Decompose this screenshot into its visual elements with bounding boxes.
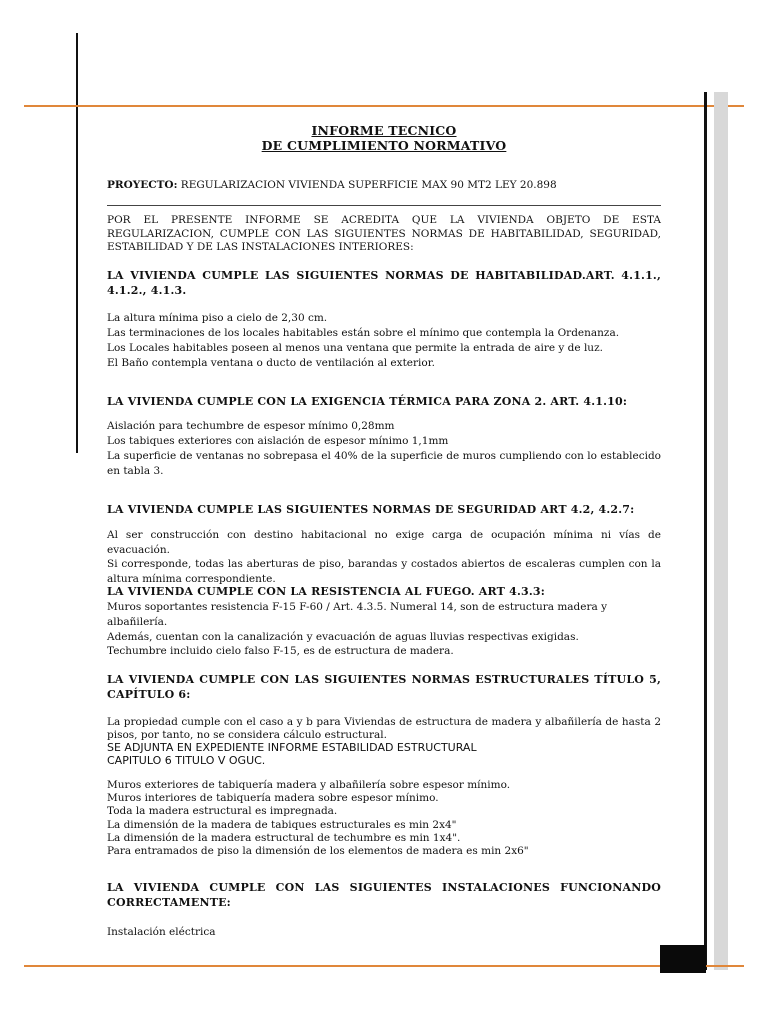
- intro-paragraph: POR EL PRESENTE INFORME SE ACREDITA QUE LA VIVIENDA OBJETO DE ESTA REGULARIZACION, CUMPLE CON LAS SIGUIENTES NORMAS DE HABITABILIDAD, SEGURIDAD, ESTABILIDAD Y DE LAS INSTALACIONES INTERIORES:: [107, 214, 661, 253]
- estructurales-paragraph: La propiedad cumple con el caso a y b para Viviendas de estructura de madera y albañilería de hasta 2 pisos, por tanto, no se considera cálculo estructural.: [107, 716, 661, 741]
- project-label: PROYECTO:: [107, 179, 178, 191]
- heading-habitabilidad: LA VIVIENDA CUMPLE LAS SIGUIENTES NORMAS DE HABITABILIDAD.ART. 4.1.1., 4.1.2., 4.1.3.: [107, 269, 661, 297]
- heading-instalaciones: LA VIVIENDA CUMPLE CON LAS SIGUIENTES INSTALACIONES FUNCIONANDO CORRECTAMENTE:: [107, 881, 661, 909]
- right-gray-bar: [714, 92, 728, 970]
- note-line: CAPITULO 6 TITULO V OGUC.: [107, 754, 266, 767]
- heading-termica: LA VIVIENDA CUMPLE CON LA EXIGENCIA TÉRMICA PARA ZONA 2. ART. 4.1.10:: [107, 395, 628, 408]
- note-line: SE ADJUNTA EN EXPEDIENTE INFORME ESTABILIDAD ESTRUCTURAL: [107, 741, 477, 754]
- project-value: REGULARIZACION VIVIENDA SUPERFICIE MAX 90 MT2 LEY 20.898: [177, 179, 557, 191]
- list-item: Los tabiques exteriores con aislación de espesor mínimo 1,1mm: [107, 435, 449, 447]
- left-margin-rule: [76, 33, 78, 453]
- bottom-corner-block: [660, 945, 706, 973]
- list-item: La dimensión de la madera estructural de techumbre es min 1x4".: [107, 831, 461, 844]
- list-item: Los Locales habitables poseen al menos una ventana que permite la entrada de aire y de luz.: [107, 342, 603, 354]
- termica-list: [107, 419, 661, 479]
- project-underline: [107, 205, 661, 206]
- list-item: Muros exteriores de tabiquería madera y albañilería sobre espesor mínimo.: [107, 779, 511, 791]
- list-item: La dimensión de la madera de tabiques estructurales es min 2x4": [107, 818, 457, 831]
- list-item: Las terminaciones de los locales habitables están sobre el mínimo que contempla la Ordenanza.: [107, 327, 620, 339]
- instalaciones-list: [107, 925, 661, 939]
- list-item: Muros soportantes resistencia F-15 F-60 / Art. 4.3.5. Numeral 14, son de estructura madera y albañilería.: [107, 601, 608, 628]
- habitabilidad-list: [107, 311, 661, 371]
- estructurales-list: [107, 779, 661, 858]
- heading-estructurales: LA VIVIENDA CUMPLE CON LAS SIGUIENTES NORMAS ESTRUCTURALES TÍTULO 5, CAPÍTULO 6:: [107, 673, 661, 701]
- heading-seguridad: LA VIVIENDA CUMPLE LAS SIGUIENTES NORMAS DE SEGURIDAD ART 4.2, 4.2.7:: [107, 503, 635, 516]
- document-title-line1: INFORME TECNICO: [311, 123, 457, 138]
- right-black-rule: [704, 92, 707, 970]
- fuego-extra: Techumbre incluido cielo falso F-15, es de estructura de madera.: [107, 645, 454, 657]
- list-item: Además, cuentan con la canalización y evacuación de aguas lluvias respectivas exigidas.: [107, 631, 579, 643]
- project-line: [107, 178, 661, 192]
- estructurales-note: [107, 741, 661, 767]
- list-item: Para entramados de piso la dimensión de los elementos de madera es min 2x6": [107, 845, 529, 858]
- fuego-list: [107, 600, 661, 645]
- list-item: Muros interiores de tabiquería madera sobre espesor mínimo.: [107, 792, 439, 805]
- seguridad-list: [107, 528, 661, 586]
- list-item: Al ser construcción con destino habitacional no exige carga de ocupación mínima ni vías de evacuación.: [107, 529, 661, 556]
- heading-fuego: LA VIVIENDA CUMPLE CON LA RESISTENCIA AL FUEGO. ART 4.3.3:: [107, 585, 545, 598]
- list-item: Instalación eléctrica: [107, 926, 216, 938]
- list-item: El Baño contempla ventana o ducto de ventilación al exterior.: [107, 357, 435, 369]
- list-item: Toda la madera estructural es impregnada.: [107, 805, 338, 818]
- document-title-line2: DE CUMPLIMIENTO NORMATIVO: [261, 138, 507, 153]
- list-item: Aislación para techumbre de espesor mínimo 0,28mm: [107, 420, 395, 432]
- top-orange-rule: [24, 105, 744, 107]
- list-item: Si corresponde, todas las aberturas de piso, barandas y costados abiertos de escaleras cumplen con la altura mínima correspondiente.: [107, 558, 661, 585]
- list-item: La superficie de ventanas no sobrepasa el 40% de la superficie de muros cumpliendo con lo establecido en tabla 3.: [107, 450, 661, 477]
- bottom-orange-rule: [24, 965, 744, 967]
- list-item: La altura mínima piso a cielo de 2,30 cm.: [107, 312, 328, 324]
